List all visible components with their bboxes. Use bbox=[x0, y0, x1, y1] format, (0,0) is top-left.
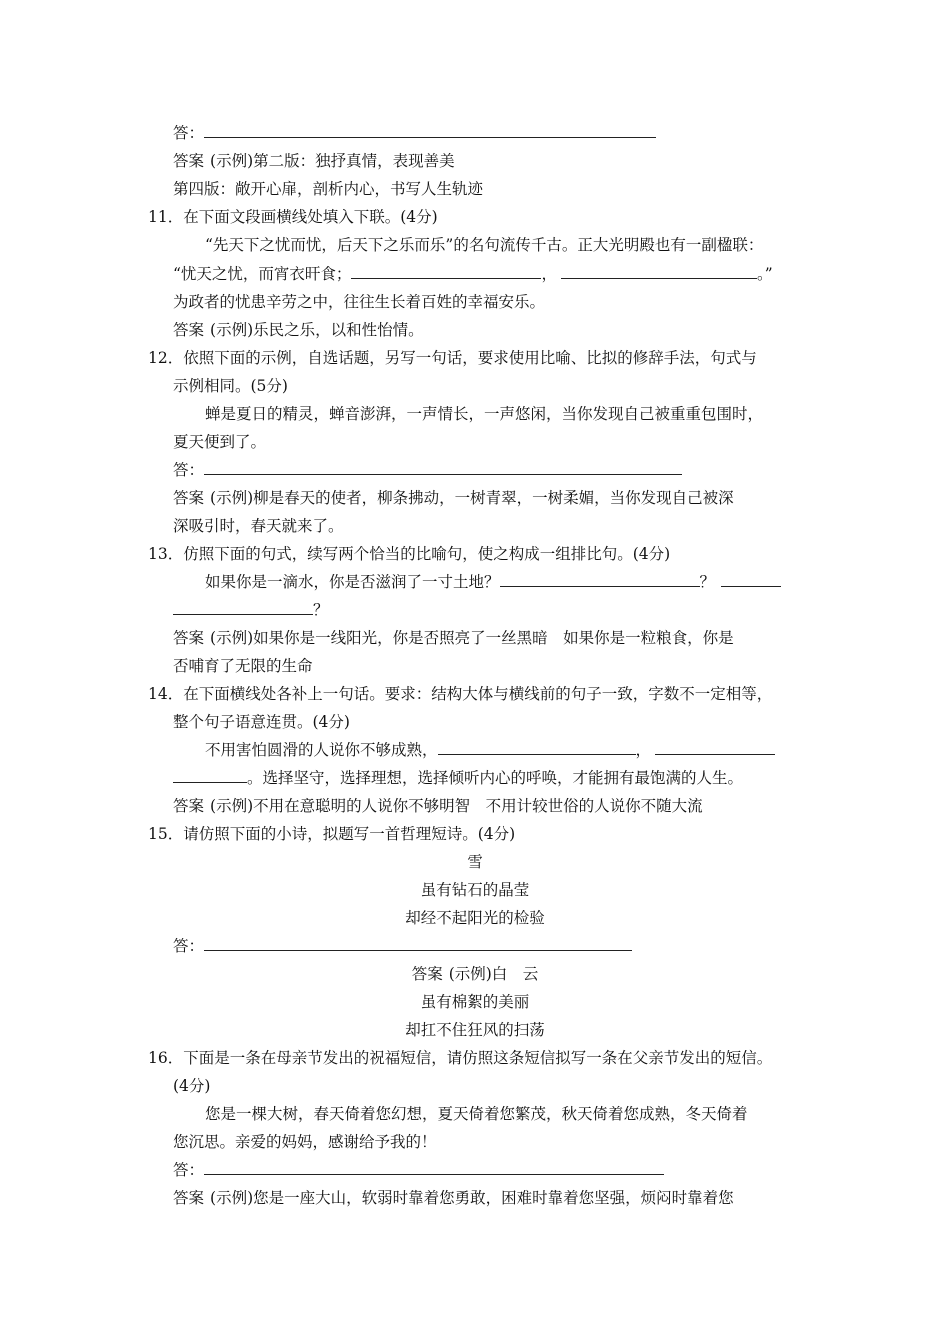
q14-answer: 答案 (示例)不用在意聪明的人说你不够明智 不用计较世俗的人说你不随大流 bbox=[173, 797, 703, 815]
q15-poem-line: 却经不起阳光的检验 bbox=[405, 909, 545, 927]
q16-example-cont: 您沉思。亲爱的妈妈，感谢给予我的！ bbox=[173, 1133, 437, 1151]
q15-answer-title: 答案 (示例)白 云 bbox=[411, 965, 539, 983]
q16-example: 您是一棵大树，春天倚着您幻想，夏天倚着您繁茂，秋天倚着您成熟，冬天倚着 bbox=[205, 1105, 748, 1123]
q10-answer-cont: 第四版：敞开心扉，剖析内心，书写人生轨迹 bbox=[173, 180, 484, 198]
q13-answer: 答案 (示例)如果你是一线阳光，你是否照亮了一丝黑暗 如果你是一粒粮食，你是 bbox=[173, 629, 734, 647]
q15-answer-line2: 却扛不住狂风的扫荡 bbox=[405, 1021, 545, 1039]
q15-poem-line: 虽有钻石的晶莹 bbox=[420, 881, 530, 899]
q16-answer-line: 答： bbox=[173, 1160, 664, 1180]
q13-example: 如果你是一滴水，你是否滋润了一寸土地？ ？ bbox=[205, 572, 781, 592]
answer-blank[interactable] bbox=[204, 123, 656, 138]
q11-para1: “先天下之忧而忧，后天下之乐而乐”的名句流传千古。正大光明殿也有一副楹联： bbox=[205, 236, 764, 254]
q15-answer-line1: 虽有棉絮的美丽 bbox=[420, 993, 530, 1011]
answer-blank[interactable] bbox=[173, 600, 313, 615]
q10-answer-line: 答： bbox=[173, 123, 656, 143]
q12-answer-line: 答： bbox=[173, 460, 682, 480]
q16-answer: 答案 (示例)您是一座大山，软弱时靠着您勇敢，困难时靠着您坚强，烦闷时靠着您 bbox=[173, 1189, 734, 1207]
q12-stem: 12．依照下面的示例，自选话题，另写一句话，要求使用比喻、比拟的修辞手法，句式与 bbox=[148, 349, 757, 367]
answer-blank[interactable] bbox=[721, 572, 781, 587]
q11-para3: 为政者的忧患辛劳之中，往往生长着百姓的幸福安乐。 bbox=[173, 293, 546, 311]
q14-stem: 14．在下面横线处各补上一句话。要求：结构大体与横线前的句子一致，字数不一定相等， bbox=[148, 685, 773, 703]
answer-blank[interactable] bbox=[655, 740, 775, 755]
q13-stem: 13．仿照下面的句式，续写两个恰当的比喻句，使之构成一组排比句。(4分) bbox=[148, 545, 671, 563]
q14-example-cont: 。选择坚守，选择理想，选择倾听内心的呼唤，才能拥有最饱满的人生。 bbox=[173, 768, 743, 788]
q13-example-cont: ？ bbox=[173, 600, 329, 620]
q10-answer: 答案 (示例)第二版：独抒真情，表现善美 bbox=[173, 152, 455, 170]
q14-stem-cont: 整个句子语意连贯。(4分) bbox=[173, 713, 350, 731]
answer-blank[interactable] bbox=[500, 572, 700, 587]
q12-example: 蝉是夏日的精灵，蝉音澎湃，一声情长，一声悠闲，当你发现自己被重重包围时， bbox=[205, 405, 764, 423]
answer-blank[interactable] bbox=[204, 1160, 664, 1175]
q14-example: 不用害怕圆滑的人说你不够成熟， ， bbox=[205, 740, 775, 760]
answer-blank[interactable] bbox=[204, 460, 682, 475]
q12-answer: 答案 (示例)柳是春天的使者，柳条拂动，一树青翠，一树柔媚，当你发现自己被深 bbox=[173, 489, 734, 507]
answer-blank[interactable] bbox=[561, 264, 757, 279]
q15-answer-line: 答： bbox=[173, 936, 632, 956]
q16-stem: 16．下面是一条在母亲节发出的祝福短信，请仿照这条短信拟写一条在父亲节发出的短信。 bbox=[148, 1049, 773, 1067]
answer-blank[interactable] bbox=[351, 264, 541, 279]
q11-answer: 答案 (示例)乐民之乐，以和性怡情。 bbox=[173, 321, 424, 339]
q12-stem-cont: 示例相同。(5分) bbox=[173, 377, 288, 395]
answer-blank[interactable] bbox=[204, 936, 632, 951]
q12-example-cont: 夏天便到了。 bbox=[173, 433, 267, 451]
q11-para2: “忧天之忧，而宵衣旰食； ， 。” bbox=[173, 265, 773, 283]
q15-stem: 15．请仿照下面的小诗，拟题写一首哲理短诗。(4分) bbox=[148, 825, 516, 843]
q16-stem-cont: (4分) bbox=[173, 1077, 211, 1095]
q15-poem-title: 雪 bbox=[467, 853, 483, 871]
q11-stem: 11．在下面文段画横线处填入下联。(4分) bbox=[148, 208, 438, 226]
q12-answer-cont: 深吸引时，春天就来了。 bbox=[173, 517, 344, 535]
answer-blank[interactable] bbox=[438, 740, 636, 755]
answer-blank[interactable] bbox=[173, 768, 247, 783]
q13-answer-cont: 否哺育了无限的生命 bbox=[173, 657, 313, 675]
